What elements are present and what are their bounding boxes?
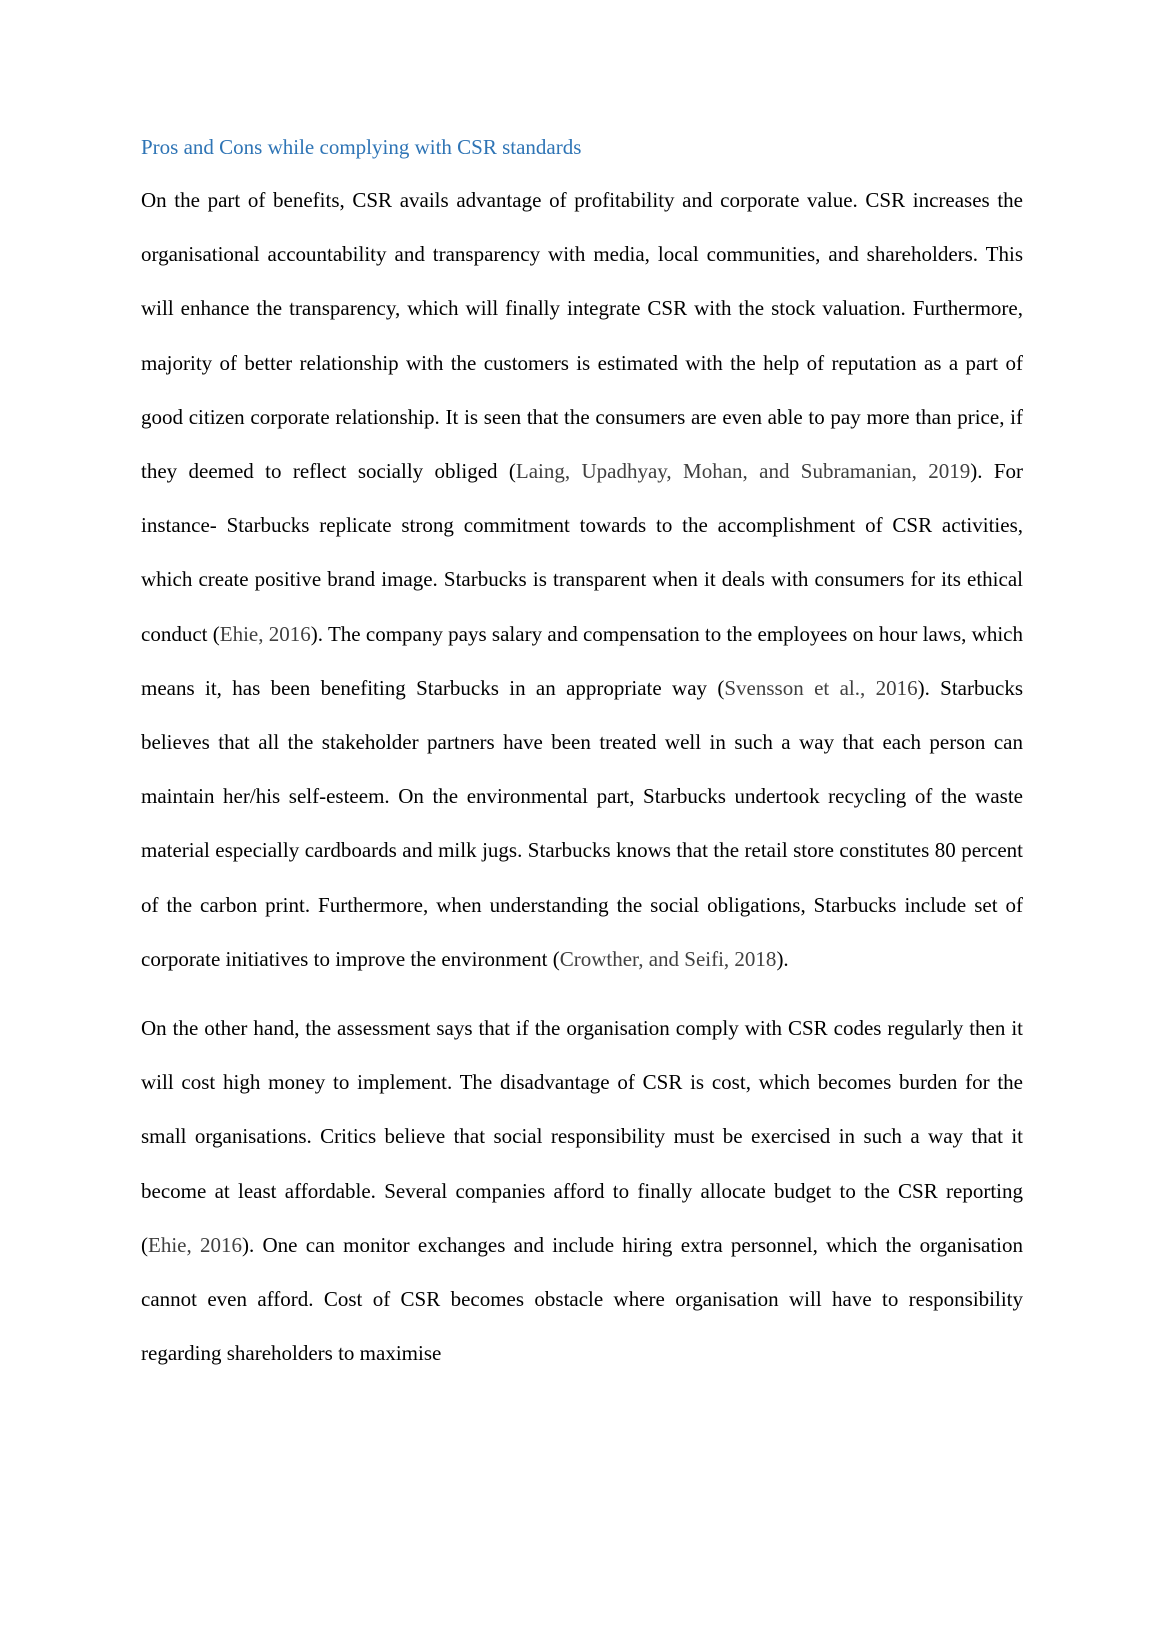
paragraph-disadvantages (141, 1001, 1023, 1380)
citation: Laing, Upadhyay, Mohan, and Subramanian, 2019 (515, 459, 971, 484)
paragraph-benefits (141, 173, 1023, 986)
page-content (141, 133, 1023, 1380)
paragraph-text: ). The company pays salary and compensation to the employees on hour laws, which means it, has been benefiting Starbucks in an appropriate way ( (141, 621, 1023, 700)
citation: Ehie, 2016 (219, 621, 311, 646)
paragraph-text: ). Starbucks believes that all the stakeholder partners have been treated well in such a way that each person can maintain her/his self-esteem. On the environmental part, Starbucks undertook recycling of the waste material especially cardboards and milk jugs. Starbucks knows that the retail store constitutes 80 percent of the carbon print. Furthermore, when understanding the social obligations, Starbucks include set of corporate initiatives to improve the environment ( (141, 675, 1023, 971)
section-heading: Pros and Cons while complying with CSR standards (141, 135, 582, 159)
citation: Crowther, and Seifi, 2018 (559, 946, 777, 971)
paragraph-text: On the part of benefits, CSR avails advantage of profitability and corporate value. CSR increases the organisational accountability and transparency with media, local communities, and shareholders. This will enhance the transparency, which will finally integrate CSR with the stock valuation. Furthermore, majority of better relationship with the customers is estimated with the help of reputation as a part of good citizen corporate relationship. It is seen that the consumers are even able to pay more than price, if they deemed to reflect socially obliged ( (141, 188, 1023, 484)
citation: Svensson et al., 2016 (724, 675, 918, 700)
paragraph-text: ). One can monitor exchanges and include hiring extra personnel, which the organisation cannot even afford. Cost of CSR becomes obstacle where organisation will have to responsibility regarding shareholders to maximise (141, 1232, 1024, 1366)
paragraph-text: ). For instance- Starbucks replicate strong commitment towards to the accomplishment of CSR activities, which create positive brand image. Starbucks is transparent when it deals with consumers for its ethical conduct ( (141, 459, 1023, 646)
paragraph-text: On the other hand, the assessment says that if the organisation comply with CSR codes regularly then it will cost high money to implement. The disadvantage of CSR is cost, which becomes burden for the small organisations. Critics believe that social responsibility must be exercised in such a way that it become at least affordable. Several companies afford to finally allocate budget to the CSR reporting ( (141, 1016, 1023, 1257)
citation: Ehie, 2016 (148, 1232, 242, 1257)
paragraph-text: ). (776, 946, 789, 971)
